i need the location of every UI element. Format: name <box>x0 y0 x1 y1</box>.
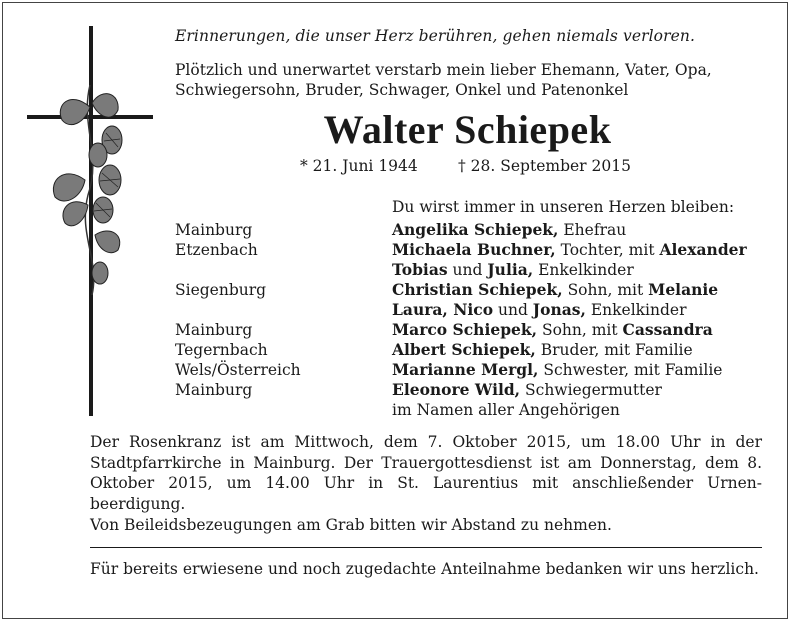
mourner-name-bold: Marianne Mergl, <box>392 360 539 379</box>
death-date: † 28. September 2015 <box>458 157 631 175</box>
mourner-name-bold: Albert Schiepek, <box>392 340 536 359</box>
remember-line: Du wirst immer in unseren Herzen bleiben: <box>392 198 735 216</box>
mourner-name <box>392 380 662 400</box>
birth-date: * 21. Juni 1944 <box>300 157 418 175</box>
mourner-name-bold: Julia, <box>487 260 534 279</box>
mourner-name-bold: Cassandra <box>622 320 713 339</box>
mourner-place: Tegernbach <box>175 341 268 359</box>
mourner-name <box>392 220 626 240</box>
mourner-place <box>175 300 392 320</box>
mourner-relation: Enkelkinder <box>585 301 687 319</box>
mourner-name-bold: Marco Schiepek, <box>392 320 538 339</box>
thanks-note: Für bereits erwiesene und noch zugedachte Anteilnahme bedanken wir uns herzlich. <box>90 560 759 578</box>
mourner-relation: Schwiegermutter <box>520 381 662 399</box>
mourner-row <box>175 340 765 360</box>
motto: Erinnerungen, die unser Herz berühren, gehen niemals verloren. <box>175 27 695 45</box>
mourner-place <box>175 260 392 280</box>
mourner-relation: Tochter, mit <box>555 241 660 259</box>
mourner-relation: Ehefrau <box>558 221 627 239</box>
mourner-name <box>392 400 620 420</box>
condolence-note: Von Beileidsbezeugungen am Grab bitten wir Abstand zu nehmen. <box>90 516 612 534</box>
mourner-relation: Enkelkinder <box>533 261 634 279</box>
mourner-place: Mainburg <box>175 381 253 399</box>
mourner-name <box>392 260 634 280</box>
mourner-place <box>175 400 392 420</box>
mourner-name-bold: Christian Schiepek, <box>392 280 563 299</box>
intro-text: Plötzlich und unerwartet verstarb mein lieber Ehemann, Vater, Opa, Schwiegersohn, Bruder, Schwager, Onkel und Patenonkel <box>175 61 712 99</box>
mourner-place: Wels/Österreich <box>175 361 301 379</box>
mourners-list <box>175 220 765 420</box>
mourner-relation: Schwester, mit Familie <box>538 361 723 379</box>
mourner-row <box>175 400 765 420</box>
mourner-name-bold: Eleonore Wild, <box>392 380 521 399</box>
mourner-name <box>392 320 713 340</box>
mourner-place: Siegenburg <box>175 281 267 299</box>
mourner-name-bold: Laura, Nico <box>392 300 494 319</box>
mourner-relation: und <box>447 261 488 279</box>
mourner-name <box>392 300 687 320</box>
mourner-name-bold: Angelika Schiepek, <box>392 220 559 239</box>
mourner-place: Mainburg <box>175 321 253 339</box>
mourner-relation: Bruder, mit Familie <box>535 341 693 359</box>
mourner-row <box>175 360 765 380</box>
mourner-row <box>175 240 765 260</box>
mourner-row <box>175 220 765 240</box>
mourner-name-bold: Jonas, <box>532 300 586 319</box>
mourner-name-bold: Alexander <box>659 240 747 259</box>
mourner-name <box>392 360 722 380</box>
hop-vine-icon <box>40 85 140 295</box>
divider <box>90 547 762 548</box>
mourner-relation: und <box>493 301 533 319</box>
mourner-name-bold: Melanie <box>648 280 719 299</box>
mourner-relation: im Namen aller Angehörigen <box>392 401 620 419</box>
mourner-name-bold: Michaela Buchner, <box>392 240 556 259</box>
mourner-row <box>175 380 765 400</box>
mourner-row <box>175 260 765 280</box>
mourner-row <box>175 280 765 300</box>
mourner-name <box>392 240 747 260</box>
mourner-place: Etzenbach <box>175 241 258 259</box>
mourner-place: Mainburg <box>175 221 253 239</box>
mourner-relation: Sohn, mit <box>537 321 623 339</box>
mourner-name <box>392 280 718 300</box>
mourner-relation: Sohn, mit <box>562 281 649 299</box>
mourner-row <box>175 300 765 320</box>
deceased-name: Walter Schiepek <box>323 107 612 152</box>
mourner-row <box>175 320 765 340</box>
service-info: Der Rosenkranz ist am Mittwoch, dem 7. Oktober 2015, um 18.00 Uhr in der Stadtpfarrkirche in Mainburg. Der Trauergottesdienst ist am Donnerstag, dem 8. Oktober 2015, um 14.00 Uhr in St. Laurentius mit anschließender Urnen-beerdigung. <box>90 433 762 513</box>
mourner-name <box>392 340 693 360</box>
mourner-name-bold: Tobias <box>392 260 448 279</box>
